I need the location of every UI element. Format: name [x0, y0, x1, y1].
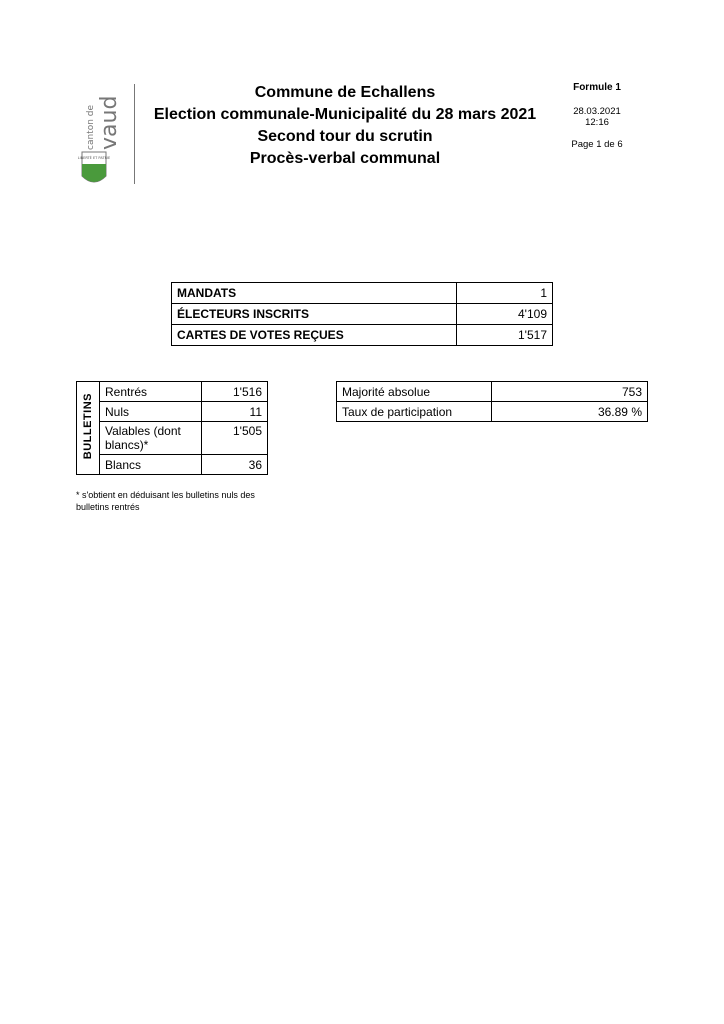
result-value: 36.89 % — [492, 402, 648, 422]
canton-vaud-logo — [76, 80, 126, 186]
table-row — [172, 304, 553, 325]
result-label: Majorité absolue — [337, 382, 492, 402]
table-row — [77, 455, 268, 475]
header-divider — [134, 84, 135, 184]
summary-label: CARTES DE VOTES REÇUES — [172, 325, 457, 346]
title-line-1: Commune de Echallens — [254, 84, 436, 101]
result-value: 753 — [492, 382, 648, 402]
table-row — [77, 402, 268, 422]
bulletins-table — [76, 381, 268, 475]
table-row — [337, 402, 648, 422]
document-title — [140, 82, 550, 170]
bulletins-header: BULLETINS — [82, 393, 94, 460]
bulletin-label: Nuls — [100, 402, 202, 422]
bulletins-header-cell — [77, 382, 100, 475]
logo-motto: LIBERTÉ ET PATRIE — [77, 156, 111, 160]
result-label: Taux de participation — [337, 402, 492, 422]
summary-value: 1 — [457, 283, 553, 304]
table-row — [77, 382, 268, 402]
results-table — [336, 381, 648, 422]
bulletin-label: Valables (dont blancs)* — [100, 422, 202, 455]
time-value: 12:16 — [585, 117, 609, 128]
bulletin-label: Blancs — [100, 455, 202, 475]
bulletin-value: 11 — [202, 402, 268, 422]
title-line-2: Election communale-Municipalité du 28 mars 2021 — [153, 106, 537, 123]
table-row — [172, 283, 553, 304]
date-value: 28.03.2021 — [573, 106, 621, 117]
document-info — [560, 82, 634, 150]
bulletin-value: 1'505 — [202, 422, 268, 455]
title-line-4: Procès-verbal communal — [249, 150, 441, 167]
summary-value: 1'517 — [457, 325, 553, 346]
table-row — [172, 325, 553, 346]
logo-brand: vaud — [97, 95, 122, 150]
table-row — [337, 382, 648, 402]
bulletin-value: 36 — [202, 455, 268, 475]
page-number: Page 1 de 6 — [571, 139, 623, 150]
bulletins-footnote: * s'obtient en déduisant les bulletins nuls des bulletins rentrés — [76, 490, 255, 512]
document-date — [560, 106, 634, 128]
logo-prefix: canton de — [86, 104, 96, 150]
summary-label: MANDATS — [172, 283, 457, 304]
formule-label: Formule 1 — [573, 82, 621, 93]
bulletin-label: Rentrés — [100, 382, 202, 402]
table-row — [77, 422, 268, 455]
summary-table — [171, 282, 553, 346]
summary-label: ÉLECTEURS INSCRITS — [172, 304, 457, 325]
bulletin-value: 1'516 — [202, 382, 268, 402]
title-line-3: Second tour du scrutin — [257, 128, 433, 145]
summary-value: 4'109 — [457, 304, 553, 325]
